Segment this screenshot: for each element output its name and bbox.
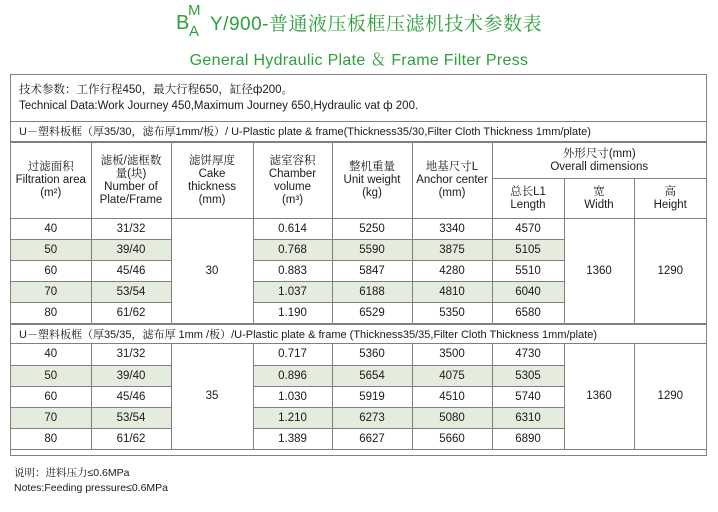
notes-cn: 说明：进料压力≤0.6MPa xyxy=(14,467,130,479)
table1-body xyxy=(11,219,706,324)
table-row: 80 61/62 1.389 6627 5660 6890 xyxy=(11,428,706,449)
model-prefix-bma xyxy=(176,2,210,40)
title-chinese: Y/900-普通液压板框压滤机技术参数表 xyxy=(210,14,542,35)
spec-table-2 xyxy=(11,344,706,450)
spec-table xyxy=(11,142,706,324)
spec-table-frame xyxy=(10,74,707,456)
table2-height: 1290 xyxy=(634,344,706,449)
table-row: 60 45/46 0.883 5847 4280 5510 xyxy=(11,261,706,282)
prefix-m: M xyxy=(188,2,201,19)
title-english: General Hydraulic Plate ＆ Frame Filter Press xyxy=(189,52,529,69)
table-row: 70 53/54 1.210 6273 5080 6310 xyxy=(11,407,706,428)
table-row: 50 39/40 0.768 5590 3875 5105 xyxy=(11,240,706,261)
technical-params-cn: 技术参数：工作行程450，最大行程650，缸径ф200。 xyxy=(19,84,294,96)
table2-width: 1360 xyxy=(564,344,634,449)
prefix-a: A xyxy=(189,23,200,40)
table-row: 40 31/32 35 0.717 5360 3500 4730 1360 1290 xyxy=(11,344,706,365)
header-overall-dimensions: 外形尺寸(mm) Overall dimensions xyxy=(492,143,706,179)
header-height: 高 Height xyxy=(634,179,706,219)
header-plate-frame-count: 滤板/滤框数 量(块) Number of Plate/Frame xyxy=(91,143,171,219)
notes xyxy=(14,466,168,496)
table1-height: 1290 xyxy=(634,219,706,324)
header-length: 总长L1 Length xyxy=(492,179,564,219)
header-chamber-volume: 滤室容积 Chamber volume (m³) xyxy=(253,143,332,219)
table2-cake-thickness: 35 xyxy=(171,344,253,449)
technical-params-en: Technical Data:Work Journey 450,Maximum Journey 650,Hydraulic vat ф 200. xyxy=(19,100,419,112)
table2-body xyxy=(11,344,706,449)
notes-en: Notes:Feeding pressure≤0.6MPa xyxy=(14,482,169,494)
header-anchor-center: 地基尺寸L Anchor center (mm) xyxy=(412,143,492,219)
section1-banner: U－塑料板框（厚35/30，滤布厚1mm/板）/ U-Plastic plate & frame(Thickness35/30,Filter Cloth Thickness 1mm/plate) xyxy=(11,122,706,142)
table1-width: 1360 xyxy=(564,219,634,324)
prefix-b: B xyxy=(176,12,190,34)
header-cake-thickness: 滤饼厚度 Cake thickness (mm) xyxy=(171,143,253,219)
technical-params xyxy=(11,75,706,122)
header-width: 宽 Width xyxy=(564,179,634,219)
table-row: 60 45/46 1.030 5919 4510 5740 xyxy=(11,386,706,407)
table-row: 70 53/54 1.037 6188 4810 6040 xyxy=(11,282,706,303)
header-filtration-area: 过滤面积 Filtration area (m²) xyxy=(11,143,91,219)
table1-cake-thickness: 30 xyxy=(171,219,253,324)
header-unit-weight: 整机重量 Unit weight (kg) xyxy=(332,143,412,219)
table-row: 40 31/32 30 0.614 5250 3340 4570 1360 1290 xyxy=(11,219,706,240)
section2-banner: U－塑料板框（厚35/35，滤布厚 1mm /板）/U-Plastic plate & frame (Thickness35/35,Filter Cloth Thickness 1mm/plate) xyxy=(11,324,706,344)
page-title xyxy=(0,2,718,40)
table-row: 80 61/62 1.190 6529 5350 6580 xyxy=(11,303,706,324)
table-row: 50 39/40 0.896 5654 4075 5305 xyxy=(11,365,706,386)
